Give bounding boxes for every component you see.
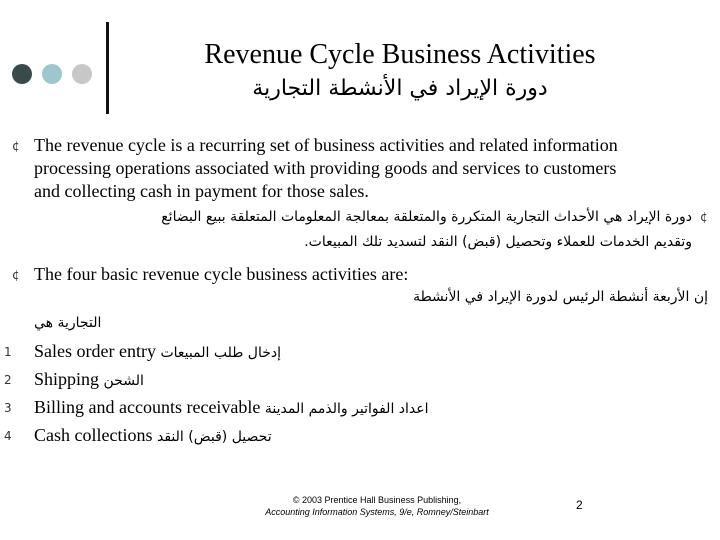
para2-english: The four basic revenue cycle business activities are:	[34, 264, 409, 284]
item-number: 3	[4, 401, 12, 415]
list-item	[34, 368, 144, 392]
list-item	[34, 424, 272, 448]
title-arabic: دورة الإيراد في الأنشطة التجارية	[252, 76, 548, 101]
slide-footer	[232, 494, 522, 518]
item-english: Billing and accounts receivable	[34, 397, 261, 417]
para2-arabic-line1: إن الأربعة أنشطة الرئيس لدورة الإيراد في الأنشطة	[413, 289, 708, 305]
item-arabic: اعداد الفواتير والذمم المدينة	[264, 401, 429, 417]
footer-book: Accounting Information Systems, 9/e, Romney/Steinbart	[265, 507, 489, 517]
item-english: Shipping	[34, 369, 100, 389]
title-english: Revenue Cycle Business Activities	[204, 39, 596, 70]
item-number: 1	[4, 345, 12, 359]
list-item	[34, 340, 281, 364]
bullet-icon: ¢	[700, 210, 708, 224]
item-arabic: الشحن	[103, 373, 144, 389]
item-number: 4	[4, 429, 12, 443]
para2-arabic-line2: التجارية هي	[34, 315, 102, 331]
para1-line1: The revenue cycle is a recurring set of business activities and related information	[34, 135, 618, 155]
item-arabic: إدخال طلب المبيعات	[160, 345, 282, 361]
footer-copyright: © 2003 Prentice Hall Business Publishing,	[292, 495, 462, 505]
para1-arabic-line2: وتقديم الخدمات للعملاء وتحصيل (قبض) النقد لتسديد تلك المبيعات.	[304, 234, 692, 250]
item-arabic: تحصيل (قبض) النقد	[156, 429, 272, 445]
para1-line3: and collecting cash in payment for those sales.	[34, 181, 369, 201]
bullet-icon: ¢	[12, 139, 20, 153]
item-english: Cash collections	[34, 425, 153, 445]
page-number: 2	[576, 498, 583, 512]
bullet-icon: ¢	[12, 268, 20, 282]
para1-line2: processing operations associated with providing goods and services to customers	[34, 158, 617, 178]
para1-arabic-line1: دورة الإيراد هي الأحداث التجارية المتكررة والمتعلقة بمعالجة المعلومات المتعلقة ببيع البضائع	[161, 209, 692, 225]
item-english: Sales order entry	[34, 341, 156, 361]
list-item	[34, 396, 429, 420]
item-number: 2	[4, 373, 12, 387]
